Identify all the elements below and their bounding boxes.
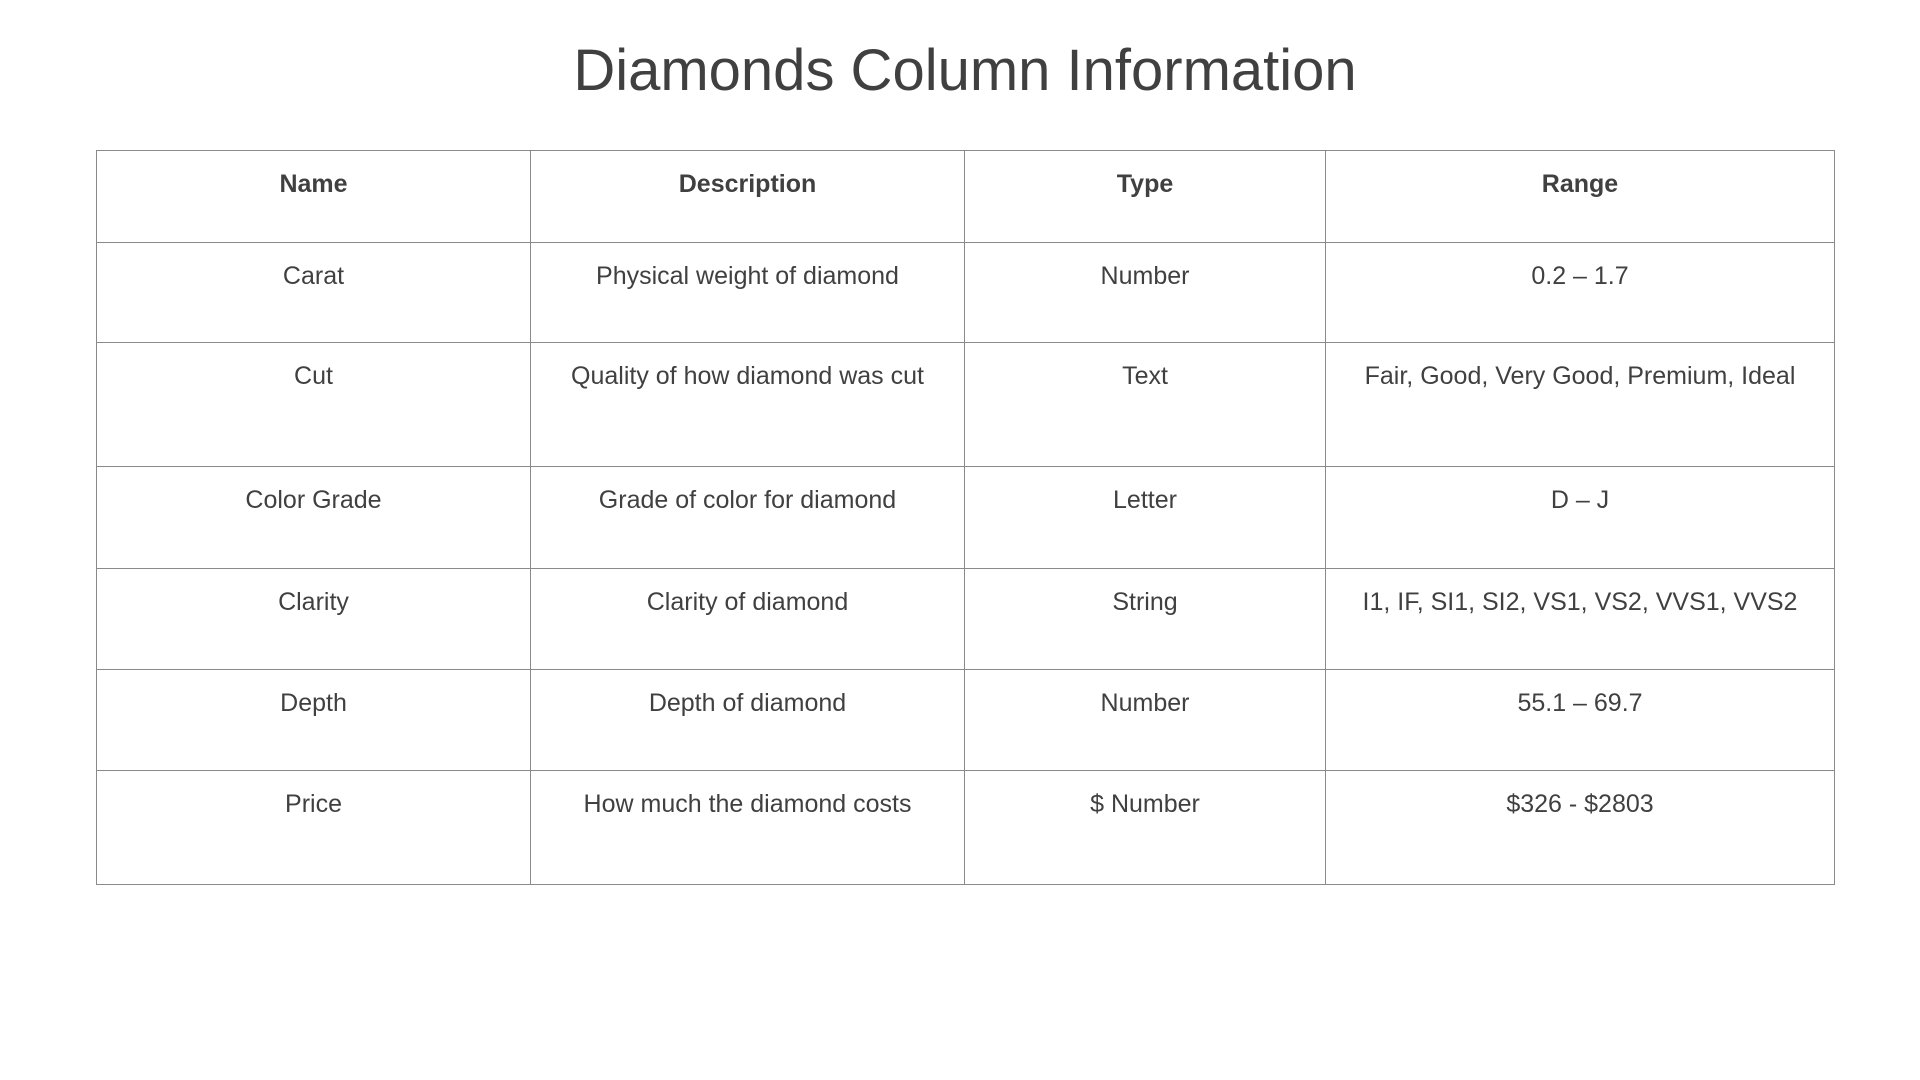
header-name: Name — [97, 151, 531, 243]
cell-range: I1, IF, SI1, SI2, VS1, VS2, VVS1, VVS2 — [1326, 569, 1835, 670]
header-range: Range — [1326, 151, 1835, 243]
cell-description: How much the diamond costs — [531, 771, 965, 885]
cell-name: Price — [97, 771, 531, 885]
table-row — [97, 670, 1835, 771]
cell-type: Number — [965, 243, 1326, 343]
cell-type: Number — [965, 670, 1326, 771]
cell-range: $326 - $2803 — [1326, 771, 1835, 885]
cell-description: Grade of color for diamond — [531, 467, 965, 569]
cell-type: $ Number — [965, 771, 1326, 885]
table-row — [97, 243, 1835, 343]
cell-type: Letter — [965, 467, 1326, 569]
cell-name: Depth — [97, 670, 531, 771]
table-row — [97, 343, 1835, 467]
table-row — [97, 771, 1835, 885]
header-description: Description — [531, 151, 965, 243]
cell-type: String — [965, 569, 1326, 670]
cell-description: Depth of diamond — [531, 670, 965, 771]
cell-range: D – J — [1326, 467, 1835, 569]
table-header-row — [97, 151, 1835, 243]
cell-description: Clarity of diamond — [531, 569, 965, 670]
page-title: Diamonds Column Information — [573, 38, 1357, 103]
header-type: Type — [965, 151, 1326, 243]
cell-range: 0.2 – 1.7 — [1326, 243, 1835, 343]
cell-name: Color Grade — [97, 467, 531, 569]
cell-description: Quality of how diamond was cut — [531, 343, 965, 467]
column-info-table — [96, 150, 1835, 885]
cell-range: 55.1 – 69.7 — [1326, 670, 1835, 771]
cell-range: Fair, Good, Very Good, Premium, Ideal — [1326, 343, 1835, 467]
table-row — [97, 569, 1835, 670]
cell-name: Carat — [97, 243, 531, 343]
cell-type: Text — [965, 343, 1326, 467]
cell-description: Physical weight of diamond — [531, 243, 965, 343]
cell-name: Cut — [97, 343, 531, 467]
table-row — [97, 467, 1835, 569]
cell-name: Clarity — [97, 569, 531, 670]
